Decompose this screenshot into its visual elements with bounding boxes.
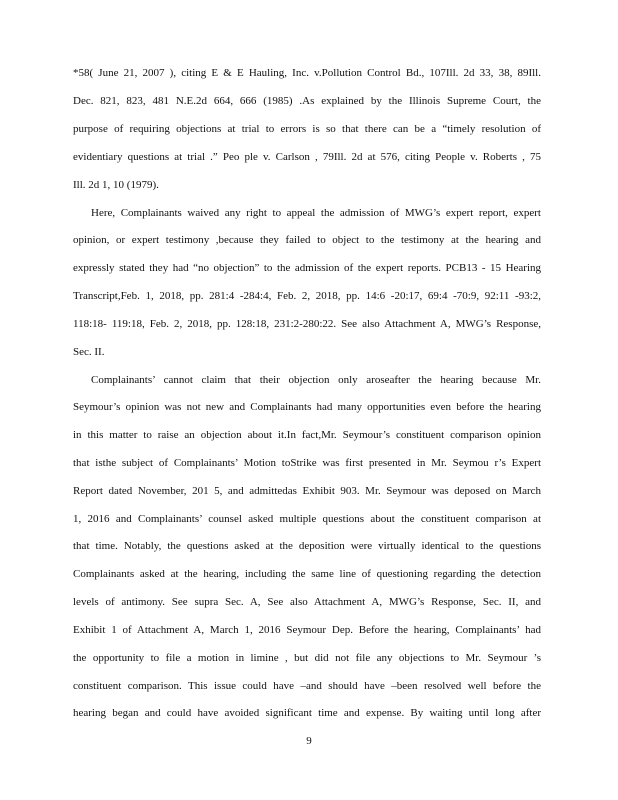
text-line: Dec. 821, 823, 481 N.E.2d 664, 666 (1985) .As explained by the Illinois Supreme Court, the: [73, 95, 541, 107]
text-line: 118:18- 119:18, Feb. 2, 2018, pp. 128:18, 231:2-280:22. See also Attachment A, MWG’s Response,: [73, 318, 541, 330]
text-line: that time. Notably, the questions asked at the deposition were virtually identical to the questions: [73, 540, 541, 552]
text-line: *58( June 21, 2007 ), citing E & E Hauling, Inc. v.Pollution Control Bd., 107Ill. 2d 33, 38, 89Ill.: [73, 67, 541, 79]
paragraph-first-line: Here, Complainants waived any right to appeal the admission of MWG’s expert report, expert: [91, 207, 541, 219]
text-line: in this matter to raise an objection about it.In fact,Mr. Seymour’s constituent comparison opinion: [73, 429, 541, 441]
text-line: Complainants asked at the hearing, including the same line of questioning regarding the detection: [73, 568, 541, 580]
text-line: that isthe subject of Complainants’ Motion toStrike was first presented in Mr. Seymou r’s Expert: [73, 457, 541, 469]
paragraph-first-line: Complainants’ cannot claim that their objection only aroseafter the hearing because Mr.: [91, 374, 541, 386]
text-line: purpose of requiring objections at trial to errors is so that there can be a “timely resolution of: [73, 123, 541, 135]
page-number: 9: [306, 735, 312, 747]
text-line: Transcript,Feb. 1, 2018, pp. 281:4 -284:4, Feb. 2, 2018, pp. 14:6 -20:17, 69:4 -70:9, 92:11 -93:2,: [73, 290, 541, 302]
text-line: constituent comparison. This issue could have –and should have –been resolved well before the: [73, 680, 541, 692]
text-line: hearing began and could have avoided significant time and expense. By waiting until long after: [73, 707, 541, 719]
text-line: Report dated November, 201 5, and admittedas Exhibit 903. Mr. Seymour was deposed on March: [73, 485, 541, 497]
text-line: evidentiary questions at trial .” Peo ple v. Carlson , 79Ill. 2d at 576, citing People v. Roberts , 75: [73, 151, 541, 163]
text-line: Sec. II.: [73, 346, 105, 358]
text-line: 1, 2016 and Complainants’ counsel asked multiple questions about the constituent comparison at: [73, 513, 541, 525]
text-line: Ill. 2d 1, 10 (1979).: [73, 179, 159, 191]
text-line: the opportunity to file a motion in limine , but did not file any objections to Mr. Seymour ’s: [73, 652, 541, 664]
text-line: expressly stated they had “no objection” to the admission of the expert reports. PCB13 - 15 Hearing: [73, 262, 541, 274]
text-line: levels of antimony. See supra Sec. A, See also Attachment A, MWG’s Response, Sec. II, and: [73, 596, 541, 608]
text-line: Exhibit 1 of Attachment A, March 1, 2016 Seymour Dep. Before the hearing, Complainants’ had: [73, 624, 541, 636]
text-line: Seymour’s opinion was not new and Complainants had many opportunities even before the hearing: [73, 401, 541, 413]
text-line: opinion, or expert testimony ,because they failed to object to the testimony at the hearing and: [73, 234, 541, 246]
